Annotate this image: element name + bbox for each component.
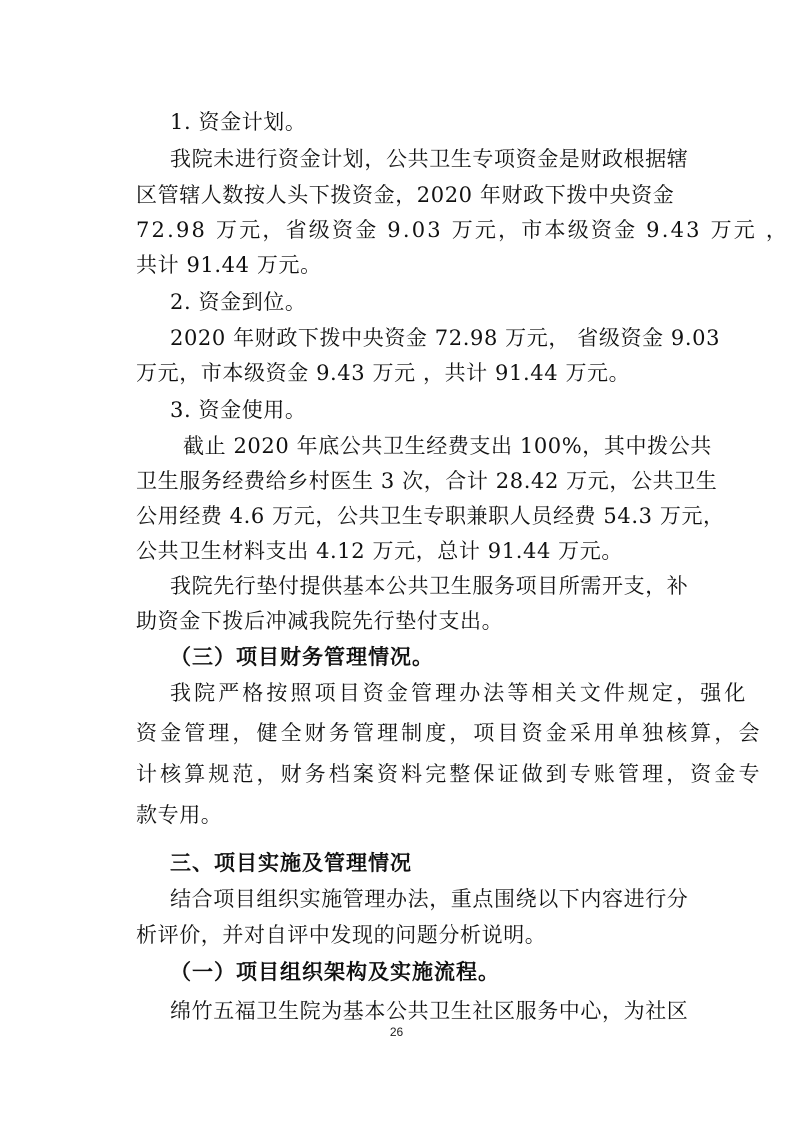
paragraph-line: 万元，市本级资金 9.43 万元 ，共计 91.44 万元。: [136, 361, 631, 385]
paragraph-line: 我院未进行资金计划，公共卫生专项资金是财政根据辖: [170, 147, 689, 171]
paragraph-line: 共计 91.44 万元。: [136, 253, 322, 277]
item-3-heading: 3. 资金使用。: [170, 398, 307, 422]
paragraph-line: 资金管理，健全财务管理制度，项目资金采用单独核算，会: [136, 721, 763, 745]
paragraph-line: 2020 年财政下拨中央资金 72.98 万元， 省级资金 9.03: [170, 326, 721, 350]
paragraph-line: 析评价，并对自评中发现的问题分析说明。: [136, 923, 547, 947]
section-three-finance-heading: （三）项目财务管理情况。: [170, 645, 434, 669]
paragraph-line: 公用经费 4.6 万元，公共卫生专职兼职人员经费 54.3 万元，: [136, 504, 725, 528]
paragraph-line: 助资金下拨后冲减我院先行垫付支出。: [136, 609, 504, 633]
paragraph-line: 72.98 万元，省级资金 9.03 万元，市本级资金 9.43 万元 ，: [136, 218, 790, 242]
paragraph-line: 款专用。: [136, 803, 223, 827]
item-1-heading: 1. 资金计划。: [170, 110, 307, 134]
section-one-organization-heading: （一）项目组织架构及实施流程。: [170, 960, 500, 984]
paragraph-line: 我院严格按照项目资金管理办法等相关文件规定，强化: [170, 681, 749, 705]
item-2-heading: 2. 资金到位。: [170, 290, 307, 314]
paragraph-line: 区管辖人数按人头下拨资金，2020 年财政下拨中央资金: [136, 183, 675, 207]
paragraph-line: 卫生服务经费给乡村医生 3 次，合计 28.42 万元，公共卫生: [136, 469, 718, 493]
page-number: 26: [389, 1025, 404, 1039]
paragraph-line: 公共卫生材料支出 4.12 万元，总计 91.44 万元。: [136, 539, 623, 563]
paragraph-line: 计核算规范，财务档案资料完整保证做到专账管理，资金专: [136, 762, 763, 786]
paragraph-line: 结合项目组织实施管理办法，重点围绕以下内容进行分: [170, 887, 689, 911]
paragraph-line: 绵竹五福卫生院为基本公共卫生社区服务中心，为社区: [170, 999, 689, 1023]
paragraph-line: 截止 2020 年底公共卫生经费支出 100%，其中拨公共: [183, 434, 712, 458]
section-implementation-heading: 三、项目实施及管理情况: [170, 851, 412, 875]
paragraph-line: 我院先行垫付提供基本公共卫生服务项目所需开支，补: [170, 574, 689, 598]
